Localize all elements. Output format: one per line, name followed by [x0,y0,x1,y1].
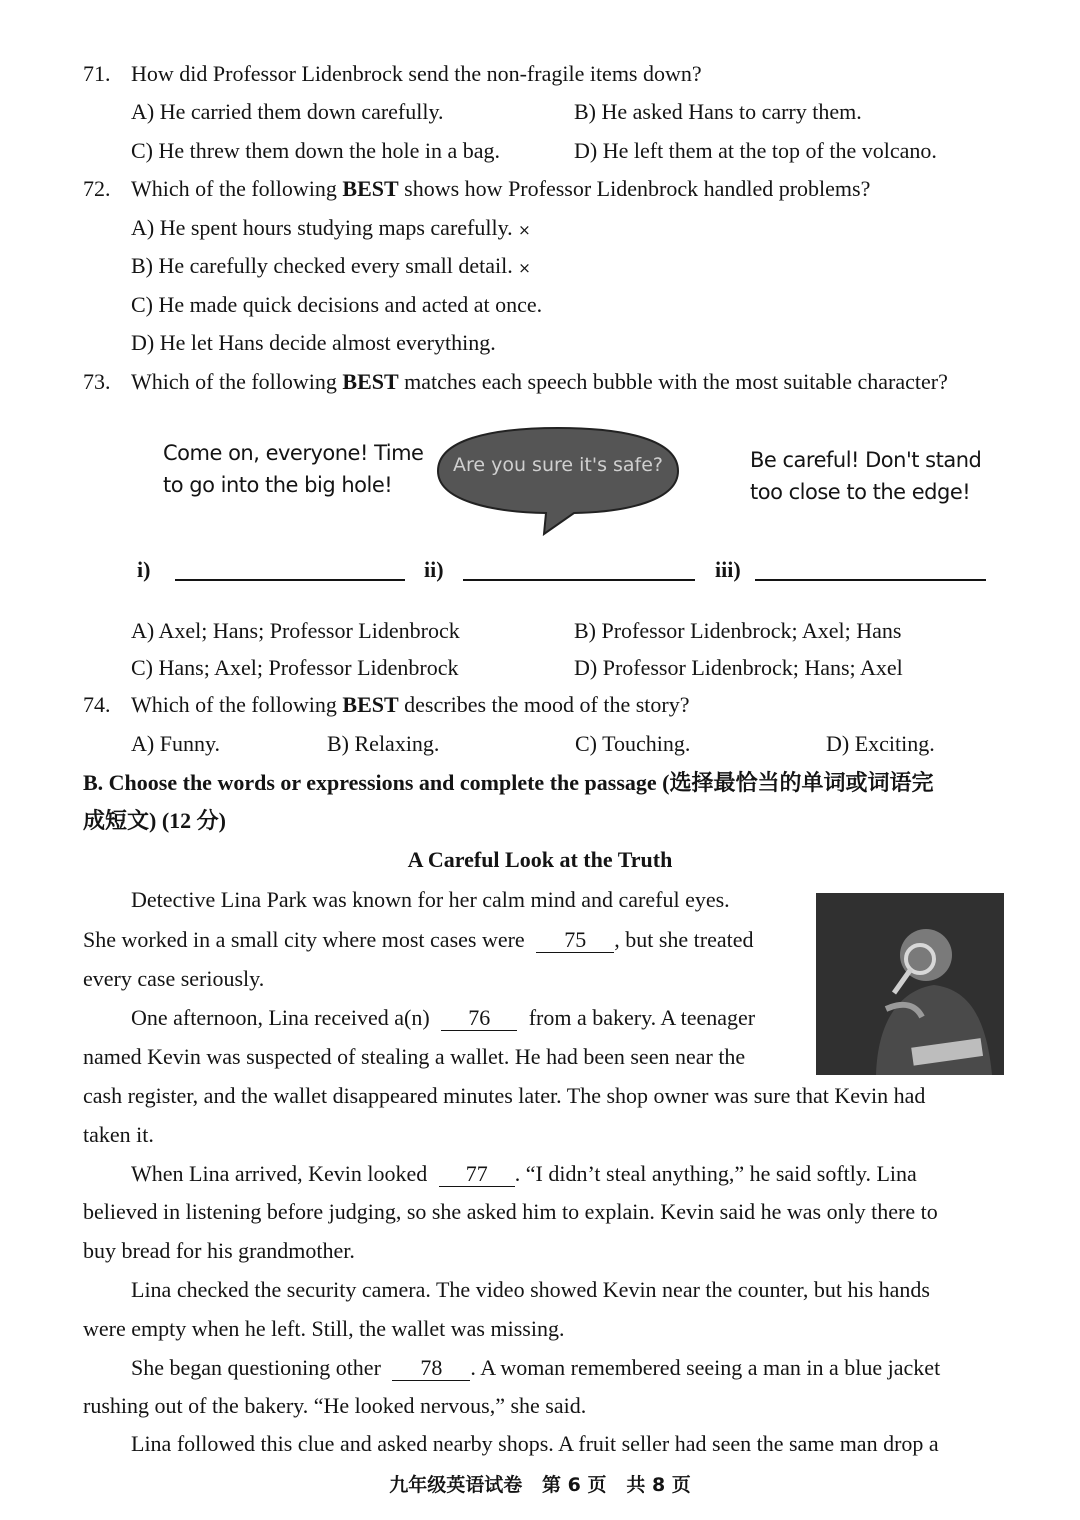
section-b-heading-cont: 成短文) (12 分) [83,808,226,833]
speech-bubble-shape [432,424,684,536]
q74-question-text-end: describes the mood of the story? [398,692,690,717]
q73-question-emphasis: BEST [342,369,399,394]
answer-label-ii: ii) [424,557,444,582]
passage-text: She began questioning other [131,1355,381,1380]
passage-text: She worked in a small city where most cases were [83,927,525,952]
blank-78[interactable]: 78 [392,1356,470,1381]
passage-p5-line2: rushing out of the bakery. “He looked nervous,” she said. [83,1393,587,1418]
passage-text: When Lina arrived, Kevin looked [131,1161,428,1186]
page-footer: 九年级英语试卷 第 6 页 共 8 页 [389,1474,691,1496]
q73-option-c: C) Hans; Axel; Professor Lidenbrock [131,655,459,680]
q72-question-text-end: shows how Professor Lidenbrock handled problems? [398,176,871,201]
passage-p3-line3: buy bread for his grandmother. [83,1238,355,1263]
q74-number: 74. [83,692,111,717]
q74-question-text: Which of the following [131,692,343,717]
q74-option-a: A) Funny. [131,731,221,756]
passage-p6-line1: Lina followed this clue and asked nearby shops. A fruit seller had seen the same man drop a [131,1431,939,1456]
passage-text: . A woman remembered seeing a man in a blue jacket [470,1355,941,1380]
q72-option-c: C) He made quick decisions and acted at once. [131,292,543,317]
passage-p2-line2: named Kevin was suspected of stealing a wallet. He had been seen near the [83,1044,746,1069]
passage-text: One afternoon, Lina received a(n) [131,1005,430,1030]
passage-p1-line3: every case seriously. [83,966,265,991]
passage-p4-line1: Lina checked the security camera. The video showed Kevin near the counter, but his hands [131,1277,930,1302]
detective-illustration [816,893,1004,1075]
speech-bubble-1-line-2: to go into the big hole! [163,473,393,497]
speech-bubble-1-line-1: Come on, everyone! Time [163,441,424,465]
cross-mark-icon: × [518,259,531,277]
q73-question-text-end: matches each speech bubble with the most suitable character? [398,369,948,394]
q74-question-emphasis: BEST [342,692,399,717]
cross-mark-icon: × [518,221,531,239]
q72-question-emphasis: BEST [342,176,399,201]
passage-p3-line1 [131,1160,917,1188]
blank-76[interactable]: 76 [441,1006,517,1031]
passage-text: from a bakery. A teenager [528,1005,756,1030]
q71-number: 71. [83,61,111,86]
q73-option-b: B) Professor Lidenbrock; Axel; Hans [574,618,902,643]
passage-p1-line1: Detective Lina Park was known for her calm mind and careful eyes. [131,887,730,912]
section-b-heading: B. Choose the words or expressions and complete the passage (选择最恰当的单词或词语完 [83,770,934,795]
q72-option-b [131,252,531,282]
speech-bubble-2-text: Are you sure it's safe? [452,454,664,476]
passage-p3-line2: believed in listening before judging, so she asked him to explain. Kevin said he was only there to [83,1199,938,1224]
q74-option-b: B) Relaxing. [327,731,440,756]
q73-option-a: A) Axel; Hans; Professor Lidenbrock [131,618,460,643]
speech-bubble-3-line-1: Be careful! Don't stand [750,448,982,472]
answer-line-iii[interactable] [755,579,986,581]
q71-option-b: B) He asked Hans to carry them. [574,99,862,124]
q71-option-c: C) He threw them down the hole in a bag. [131,138,501,163]
q72-option-b-text: B) He carefully checked every small detail. [131,253,513,278]
passage-p5-line1 [131,1354,940,1382]
q73-number: 73. [83,369,111,394]
detective-photo [816,893,1004,1075]
passage-p2-line1 [131,1004,755,1032]
answer-label-i: i) [137,557,151,582]
passage-text: . “I didn’t steal anything,” he said softly. Lina [514,1161,917,1186]
q72-question-text: Which of the following [131,176,343,201]
answer-label-iii: iii) [715,557,741,582]
speech-bubble-3-line-2: too close to the edge! [750,480,971,504]
q74-option-d: D) Exciting. [826,731,935,756]
q72-question [131,175,870,203]
q72-option-a-text: A) He spent hours studying maps carefully. [131,215,513,240]
speech-bubble-2 [432,424,684,536]
q74-option-c: C) Touching. [575,731,691,756]
q72-option-d: D) He let Hans decide almost everything. [131,330,496,355]
q71-option-d: D) He left them at the top of the volcano. [574,138,937,163]
q71-option-a: A) He carried them down carefully. [131,99,444,124]
q71-question: How did Professor Lidenbrock send the non-fragile items down? [131,61,702,86]
answer-line-ii[interactable] [463,579,695,581]
passage-p4-line2: were empty when he left. Still, the wallet was missing. [83,1316,565,1341]
passage-p2-line4: taken it. [83,1122,154,1147]
q72-option-a [131,214,531,244]
passage-p2-line3: cash register, and the wallet disappeared minutes later. The shop owner was sure that Kevin had [83,1083,926,1108]
q72-number: 72. [83,176,111,201]
blank-75[interactable]: 75 [536,928,614,953]
q73-option-d: D) Professor Lidenbrock; Hans; Axel [574,655,903,680]
passage-text: , but she treated [614,927,754,952]
passage-title: A Careful Look at the Truth [407,847,673,872]
q73-question-text: Which of the following [131,369,343,394]
answer-line-i[interactable] [175,579,405,581]
q73-question [131,368,948,396]
q74-question [131,691,689,719]
passage-p1-line2 [83,926,795,954]
blank-77[interactable]: 77 [439,1162,515,1187]
